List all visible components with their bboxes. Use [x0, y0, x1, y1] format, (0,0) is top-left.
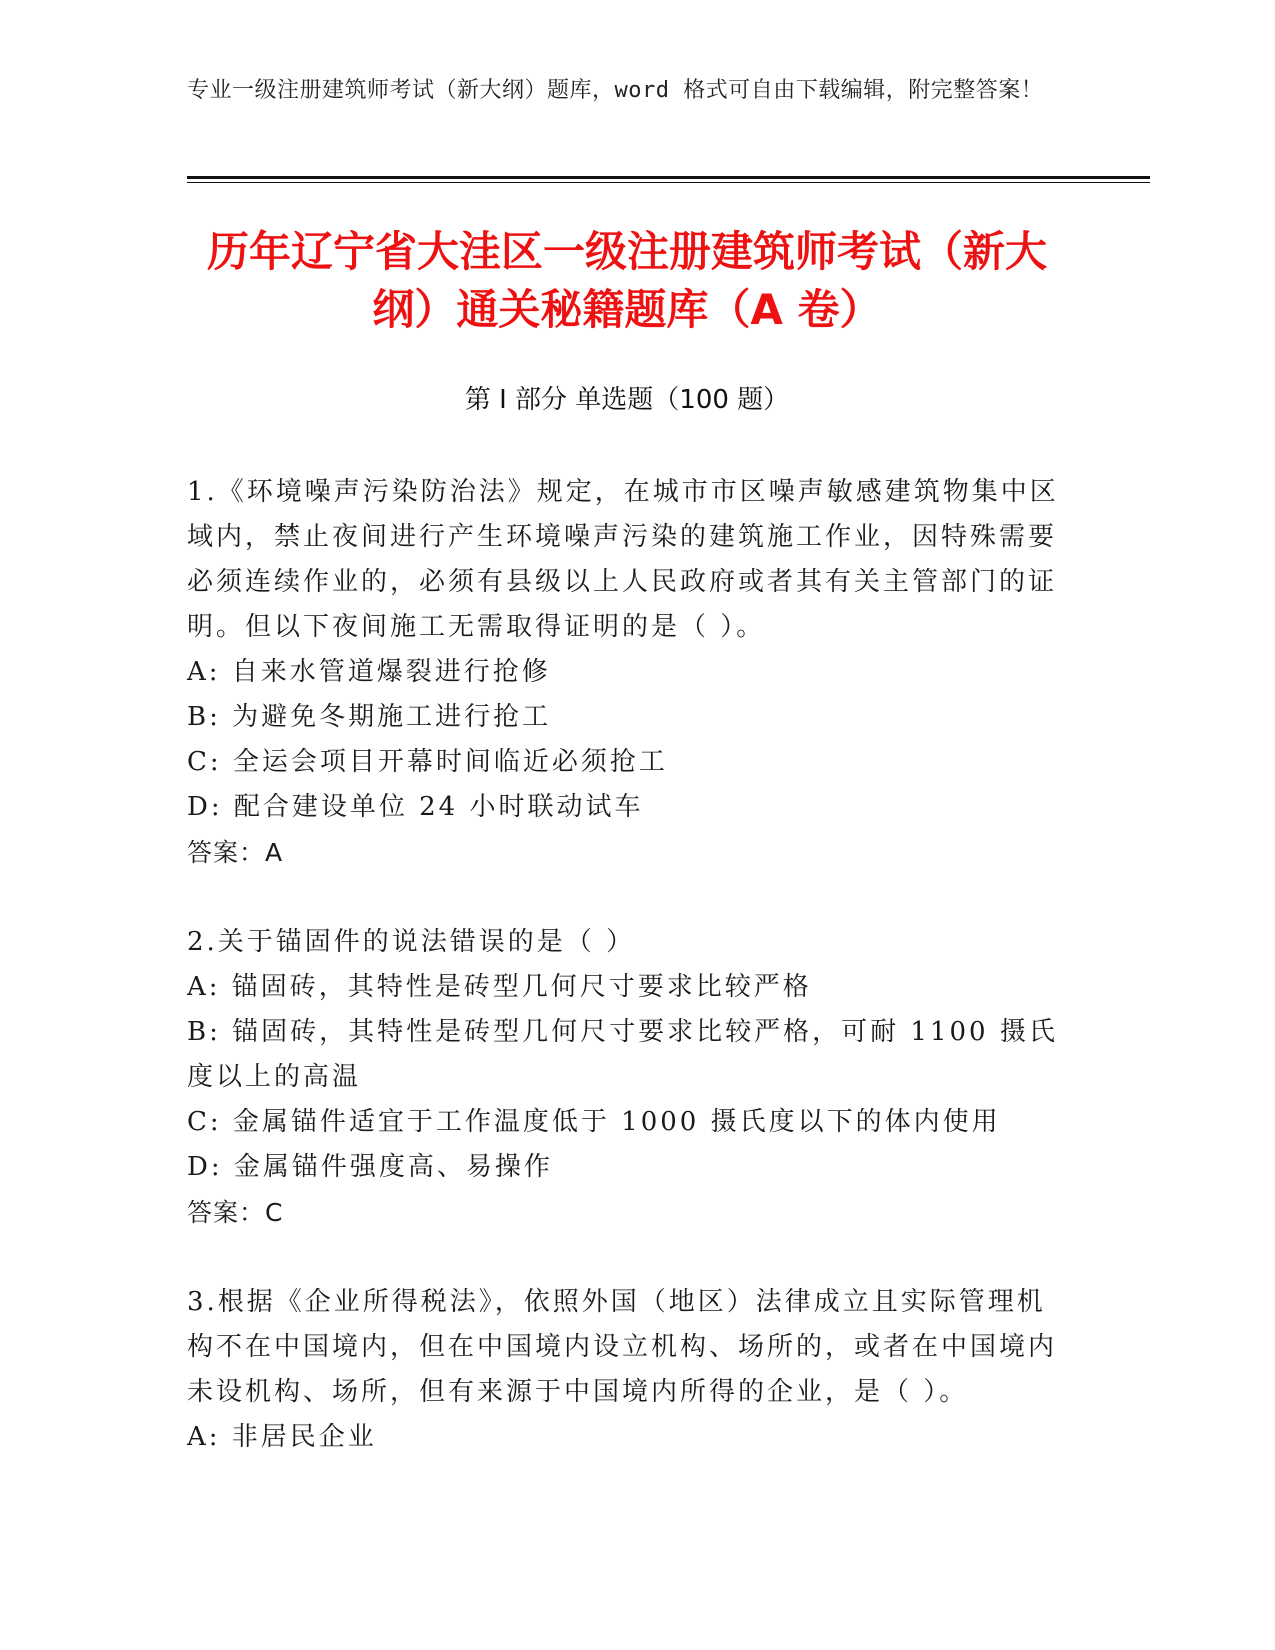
header-note: 专业一级注册建筑师考试（新大纲）题库，word 格式可自由下载编辑，附完整答案！ — [187, 78, 1044, 103]
question-stem: 3.根据《企业所得税法》，依照外国（地区）法律成立且实际管理机构不在中国境内，但在中国境内设立机构、场所的，或者在中国境内未设机构、场所，但有来源于中国境内所得的企业，是（ ）。 — [187, 1287, 1058, 1407]
option-a: A: 锚固砖，其特性是砖型几何尺寸要求比较严格 — [187, 972, 812, 1002]
option-c: C: 金属锚件适宜于工作温度低于 1000 摄氏度以下的体内使用 — [187, 1107, 1001, 1137]
option-d: D: 配合建设单位 24 小时联动试车 — [187, 792, 644, 822]
question-2 — [187, 920, 1067, 1235]
section-heading: 第 I 部分 单选题（100 题） — [464, 385, 790, 415]
answer-line: 答案：A — [187, 838, 284, 867]
question-1 — [187, 470, 1067, 875]
document-title: 历年辽宁省大洼区一级注册建筑师考试（新大纲）通关秘籍题库（A 卷） — [206, 227, 1047, 334]
question-stem: 1.《环境噪声污染防治法》规定，在城市市区噪声敏感建筑物集中区域内，禁止夜间进行产生环境噪声污染的建筑施工作业，因特殊需要必须连续作业的，必须有县级以上人民政府或者其有关主管部门的证明。但以下夜间施工无需取得证明的是（ ）。 — [187, 477, 1059, 642]
question-3 — [187, 1280, 1067, 1460]
question-stem: 2.关于锚固件的说法错误的是（ ） — [187, 927, 636, 957]
header-divider-thick — [187, 176, 1150, 179]
option-b: B: 锚固砖，其特性是砖型几何尺寸要求比较严格，可耐 1100 摄氏度以上的高温 — [187, 1017, 1058, 1092]
header-divider-thin — [187, 182, 1150, 183]
option-a: A: 非居民企业 — [187, 1422, 377, 1452]
option-b: B: 为避免冬期施工进行抢工 — [187, 702, 552, 732]
option-d: D: 金属锚件强度高、易操作 — [187, 1152, 553, 1182]
option-a: A: 自来水管道爆裂进行抢修 — [187, 657, 551, 687]
answer-line: 答案：C — [187, 1198, 284, 1227]
question-list — [187, 470, 1067, 1505]
option-c: C: 全运会项目开幕时间临近必须抢工 — [187, 747, 668, 777]
